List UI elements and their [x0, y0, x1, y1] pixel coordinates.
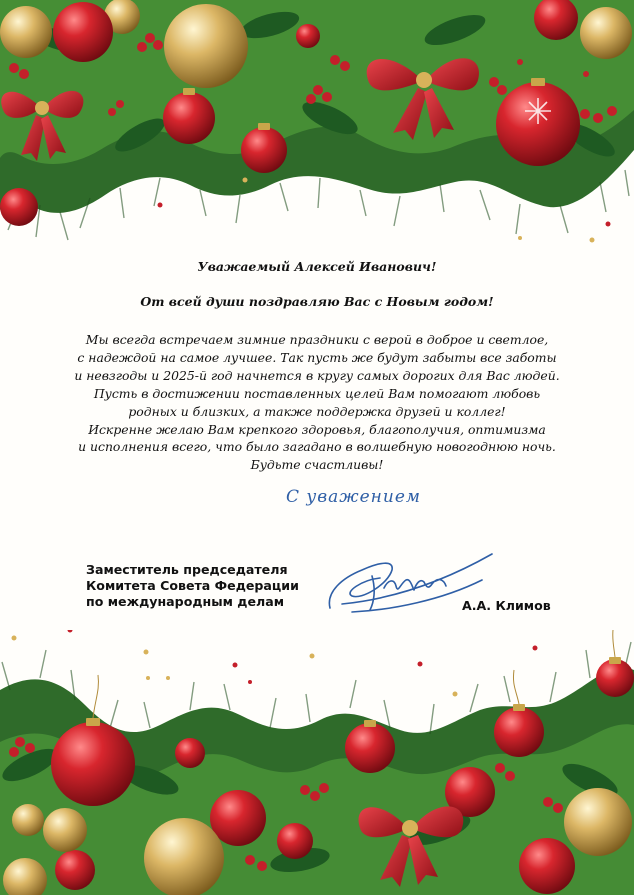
body-line: и исполнения всего, что было загадано в волшебную новогоднюю ночь.	[78, 439, 556, 455]
signer-name: А.А. Климов	[462, 598, 551, 613]
signer-title-line: Заместитель председателя	[86, 562, 288, 577]
body-line: родных и близких, а также поддержка друзей и коллег!	[128, 403, 506, 419]
bottom-christmas-garland	[0, 630, 634, 895]
handwritten-closing: С уважением	[286, 487, 421, 507]
body-line: и невзгоды и 2025-й год начнется в кругу самых дорогих для Вас людей.	[74, 367, 560, 383]
body-line: Искренне желаю Вам крепкого здоровья, благополучия, оптимизма	[88, 421, 546, 437]
sparkle-beads	[12, 630, 538, 697]
body-line: Мы всегда встречаем зимние праздники с верой в доброе и светлое,	[85, 332, 549, 347]
body-line: Будьте счастливы!	[250, 457, 384, 473]
ornament-strings	[93, 630, 615, 718]
body-line: с надеждой на самое лучшее. Так пусть же будут забыты все заботы	[77, 349, 557, 365]
letter-body	[0, 331, 634, 474]
signer-title	[86, 562, 299, 610]
bow-knots	[402, 820, 418, 836]
new-year-headline: От всей души поздравляю Вас с Новым годом!	[140, 294, 494, 309]
top-christmas-garland	[0, 0, 634, 250]
body-line: Пусть в достижении поставленных целей Вам помогают любовь	[93, 385, 541, 401]
greeting-line: Уважаемый Алексей Иванович!	[197, 259, 437, 274]
signer-title-line: по международным делам	[86, 594, 285, 609]
signer-title-line: Комитета Совета Федерации	[86, 578, 299, 593]
